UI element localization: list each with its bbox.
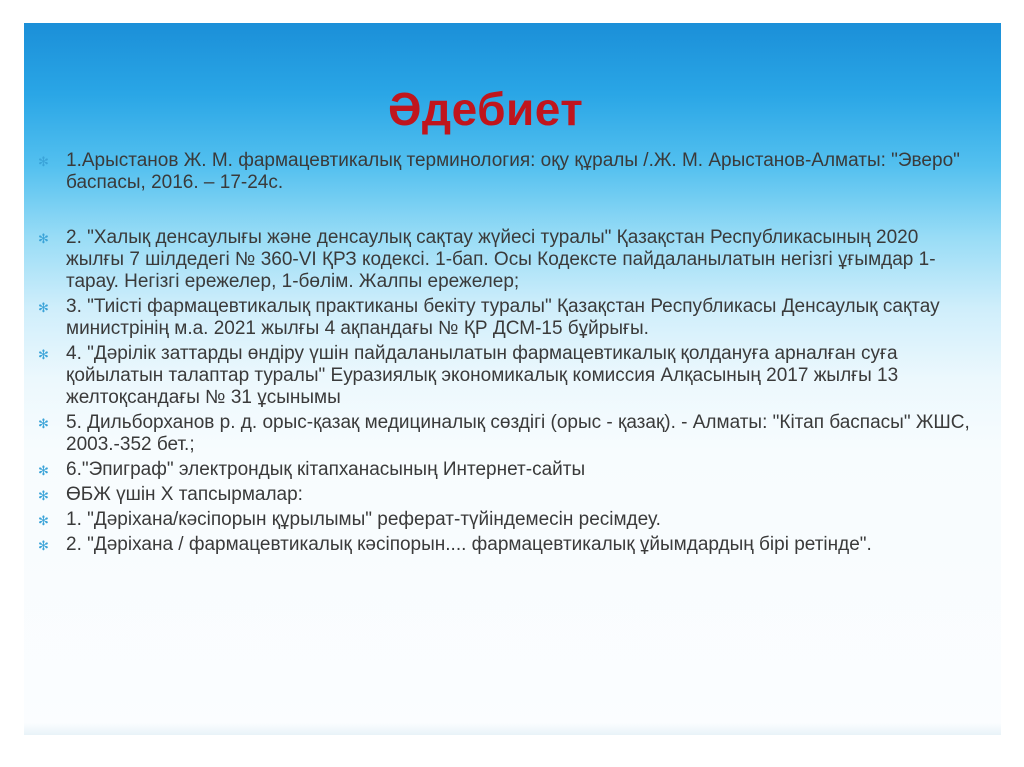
reference-list xyxy=(38,150,978,559)
list-item-text: 4. "Дәрілік заттарды өндіру үшін пайдаланылатын фармацевтикалық қолдануға арналған суға қойылатын талаптар туралы" Еуразиялық экономикалық комиссия Алқасының 2017 жылғы 13 желтоқсандағы № 31 ұсынымы xyxy=(66,343,899,408)
list-item xyxy=(38,509,978,531)
list-item-text: 1.Арыстанов Ж. М. фармацевтикалық терминология: оқу құралы /.Ж. М. Арыстанов-Алматы: "Эверо" баспасы, 2016. – 17-24с. xyxy=(66,150,960,193)
list-item-text: ӨБЖ үшін Х тапсырмалар: xyxy=(66,484,303,505)
list-item-text: 2. "Дәріхана / фармацевтикалық кәсіпорын.... фармацевтикалық ұйымдардың бірі ретінде". xyxy=(66,534,872,555)
list-item-text: 2. "Халық денсаулығы және денсаулық сақтау жүйесі туралы" Қазақстан Республикасының 2020 жылғы 7 шілдедегі № 360-VI ҚРЗ кодексі. 1-бап. Осы Кодексте пайдаланылатын негізгі ұғымдар 1-тарау. Негізгі ережелер, 1-бөлім. Жалпы ережелер; xyxy=(66,227,936,292)
list-item xyxy=(38,412,978,456)
list-item xyxy=(38,150,978,194)
asterisk-bullet-icon: ✻ xyxy=(38,154,49,169)
asterisk-bullet-icon: ✻ xyxy=(38,513,49,528)
list-item xyxy=(38,343,978,409)
asterisk-bullet-icon: ✻ xyxy=(38,300,49,315)
list-item xyxy=(38,459,978,481)
list-item-text: 1. "Дәріхана/кәсіпорын құрылымы" реферат-түйіндемесін ресімдеу. xyxy=(66,509,661,530)
asterisk-bullet-icon: ✻ xyxy=(38,231,49,246)
slide xyxy=(24,23,1001,735)
asterisk-bullet-icon: ✻ xyxy=(38,463,49,478)
list-item xyxy=(38,484,978,506)
list-item-text: 5. Дильборханов р. д. орыс-қазақ медициналық сөздігі (орыс - қазақ). - Алматы: "Кітап баспасы" ЖШС, 2003.-352 бет.; xyxy=(66,412,970,455)
asterisk-bullet-icon: ✻ xyxy=(38,347,49,362)
list-item-text: 3. "Тиісті фармацевтикалық практиканы бекіту туралы" Қазақстан Республикасы Денсаулық сақтау министрінің м.а. 2021 жылғы 4 ақпандағы № ҚР ДСМ-15 бұйрығы. xyxy=(66,296,940,339)
list-item xyxy=(38,296,978,340)
list-item xyxy=(38,227,978,293)
asterisk-bullet-icon: ✻ xyxy=(38,488,49,503)
asterisk-bullet-icon: ✻ xyxy=(38,416,49,431)
list-item-text: 6."Эпиграф" электрондық кітапханасының Интернет-сайты xyxy=(66,459,586,480)
list-item xyxy=(38,534,978,556)
slide-title: Әдебиет xyxy=(388,83,584,135)
asterisk-bullet-icon: ✻ xyxy=(38,538,49,553)
